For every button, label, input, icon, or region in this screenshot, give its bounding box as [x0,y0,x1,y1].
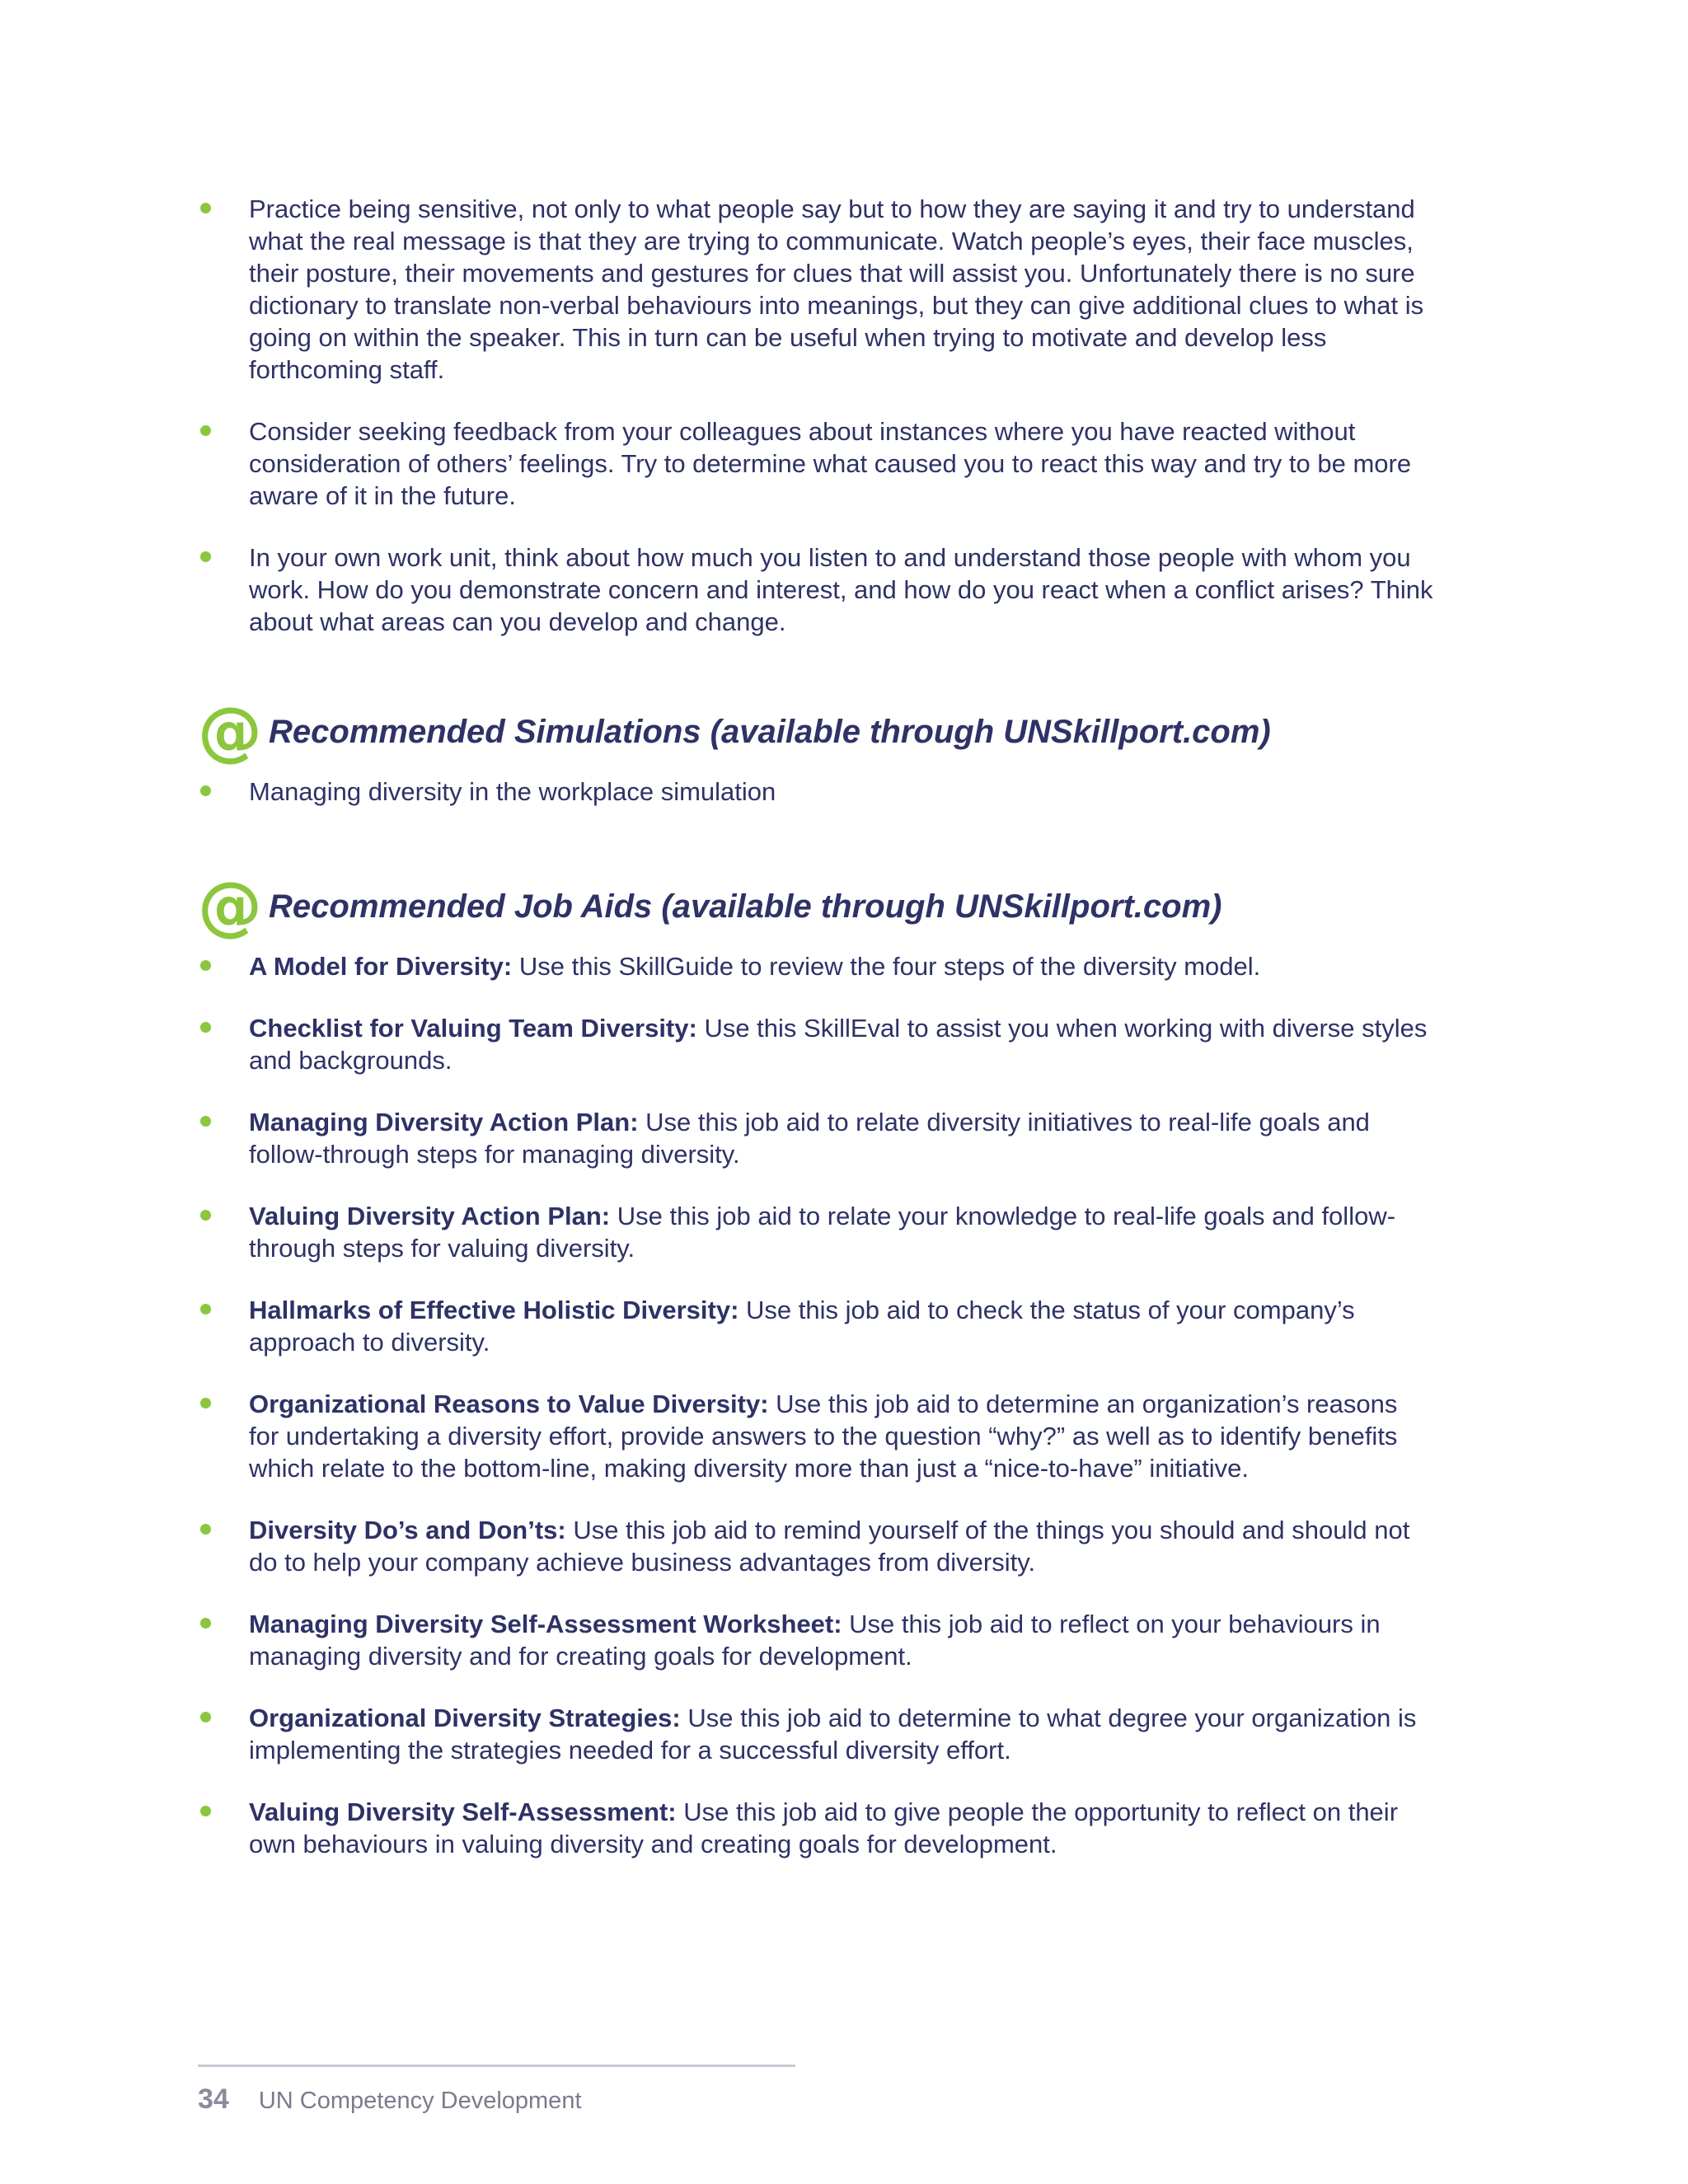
list-item [198,1514,1434,1578]
list-item [198,1608,1434,1672]
job-aid-term: Valuing Diversity Self-Assessment: [249,1797,677,1826]
list-item [198,1388,1434,1484]
list-item [198,776,1434,808]
job-aid-description: Use this job aid to determine an organization’s reasons for undertaking a diversity effort, provide answers to the question “why?” as well as to identify benefits which relate to the bottom-line, making diversity more than just a “nice-to-have” initiative. [249,1390,1398,1483]
bullet-icon [200,1304,211,1315]
bullet-icon [200,960,211,971]
job-aid-term: Checklist for Valuing Team Diversity: [249,1014,697,1043]
job-aids-heading [198,869,1222,944]
job-aid-description: Use this job aid to relate diversity initiatives to real-life goals and follow-through steps for managing diversity. [249,1108,1370,1169]
list-item [198,950,1434,982]
job-aid-description: Use this job aid to remind yourself of the things you should and should not do to help your company achieve business advantages from diversity. [249,1516,1410,1577]
practice-list [198,193,1434,668]
list-item-text: In your own work unit, think about how much you listen to and understand those people with whom you work. How do you demonstrate concern and interest, and how do you react when a conflict arises? Think about what areas can you develop and change. [249,543,1433,636]
job-aid-description: Use this job aid to check the status of your company’s approach to diversity. [249,1296,1355,1357]
list-item [198,1796,1434,1860]
job-aid-term: Hallmarks of Effective Holistic Diversity: [249,1296,739,1324]
at-sign-icon: @ [198,869,262,944]
simulations-heading [198,695,1271,769]
bullet-icon [200,1712,211,1722]
list-item-text: Managing diversity in the workplace simulation [249,777,776,806]
list-item [198,1294,1434,1358]
job-aid-description: Use this job aid to give people the opportunity to reflect on their own behaviours in valuing diversity and creating goals for development. [249,1797,1399,1858]
job-aid-term: Diversity Do’s and Don’ts: [249,1516,566,1544]
list-item [198,1012,1434,1076]
job-aid-term: Managing Diversity Self-Assessment Worksheet: [249,1610,842,1638]
list-item [198,1702,1434,1766]
at-sign-icon: @ [198,695,262,769]
job-aid-description: Use this job aid to determine to what degree your organization is implementing the strategies needed for a successful diversity effort. [249,1704,1417,1765]
job-aid-description: Use this job aid to reflect on your behaviours in managing diversity and for creating goals for development. [249,1610,1381,1671]
job-aid-term: Organizational Reasons to Value Diversity: [249,1390,769,1418]
job-aid-description: Use this SkillEval to assist you when working with diverse styles and backgrounds. [249,1014,1428,1075]
job-aids-heading-text: Recommended Job Aids (available through UNSkillport.com) [269,888,1222,925]
bullet-icon [200,1210,211,1221]
job-aid-description: Use this job aid to relate your knowledge to real-life goals and follow-through steps for valuing diversity. [249,1202,1396,1263]
job-aid-term: Managing Diversity Action Plan: [249,1108,639,1137]
bullet-icon [200,785,211,796]
job-aid-term: Valuing Diversity Action Plan: [249,1202,611,1230]
footer-title: UN Competency Development [258,2088,582,2114]
list-item [198,1200,1434,1264]
list-item-text: Consider seeking feedback from your colleagues about instances where you have reacted without consideration of others’ feelings. Try to determine what caused you to react this way and try to be more aware of it in the future. [249,417,1412,510]
bullet-icon [200,1524,211,1535]
list-item-text: Practice being sensitive, not only to what people say but to how they are saying it and try to understand what the real message is that they are trying to communicate. Watch people’s eyes, their face muscles, their posture, their movements and gestures for clues that will assist you. Unfortunately there is no sure dictionary to translate non-verbal behaviours into meanings, but they can give additional clues to what is going on within the speaker. This in turn can be useful when trying to motivate and develop less forthcoming staff. [249,194,1424,384]
list-item [198,415,1434,512]
bullet-icon [200,1116,211,1127]
bullet-icon [200,1806,211,1816]
list-item [198,541,1434,638]
bullet-icon [200,425,211,436]
job-aid-term: Organizational Diversity Strategies: [249,1704,681,1732]
bullet-icon [200,203,211,213]
bullet-icon [200,1022,211,1033]
simulations-list [198,776,1434,837]
job-aid-description: Use this SkillGuide to review the four steps of the diversity model. [512,952,1261,981]
page-footer [198,2083,582,2116]
bullet-icon [200,551,211,562]
list-item [198,193,1434,386]
job-aid-term: A Model for Diversity: [249,952,513,981]
footer-divider [198,2064,795,2067]
bullet-icon [200,1618,211,1629]
simulations-heading-text: Recommended Simulations (available through UNSkillport.com) [269,713,1271,750]
list-item [198,1106,1434,1170]
bullet-icon [200,1398,211,1408]
job-aids-list [198,950,1434,1890]
page-number: 34 [198,2083,229,2115]
